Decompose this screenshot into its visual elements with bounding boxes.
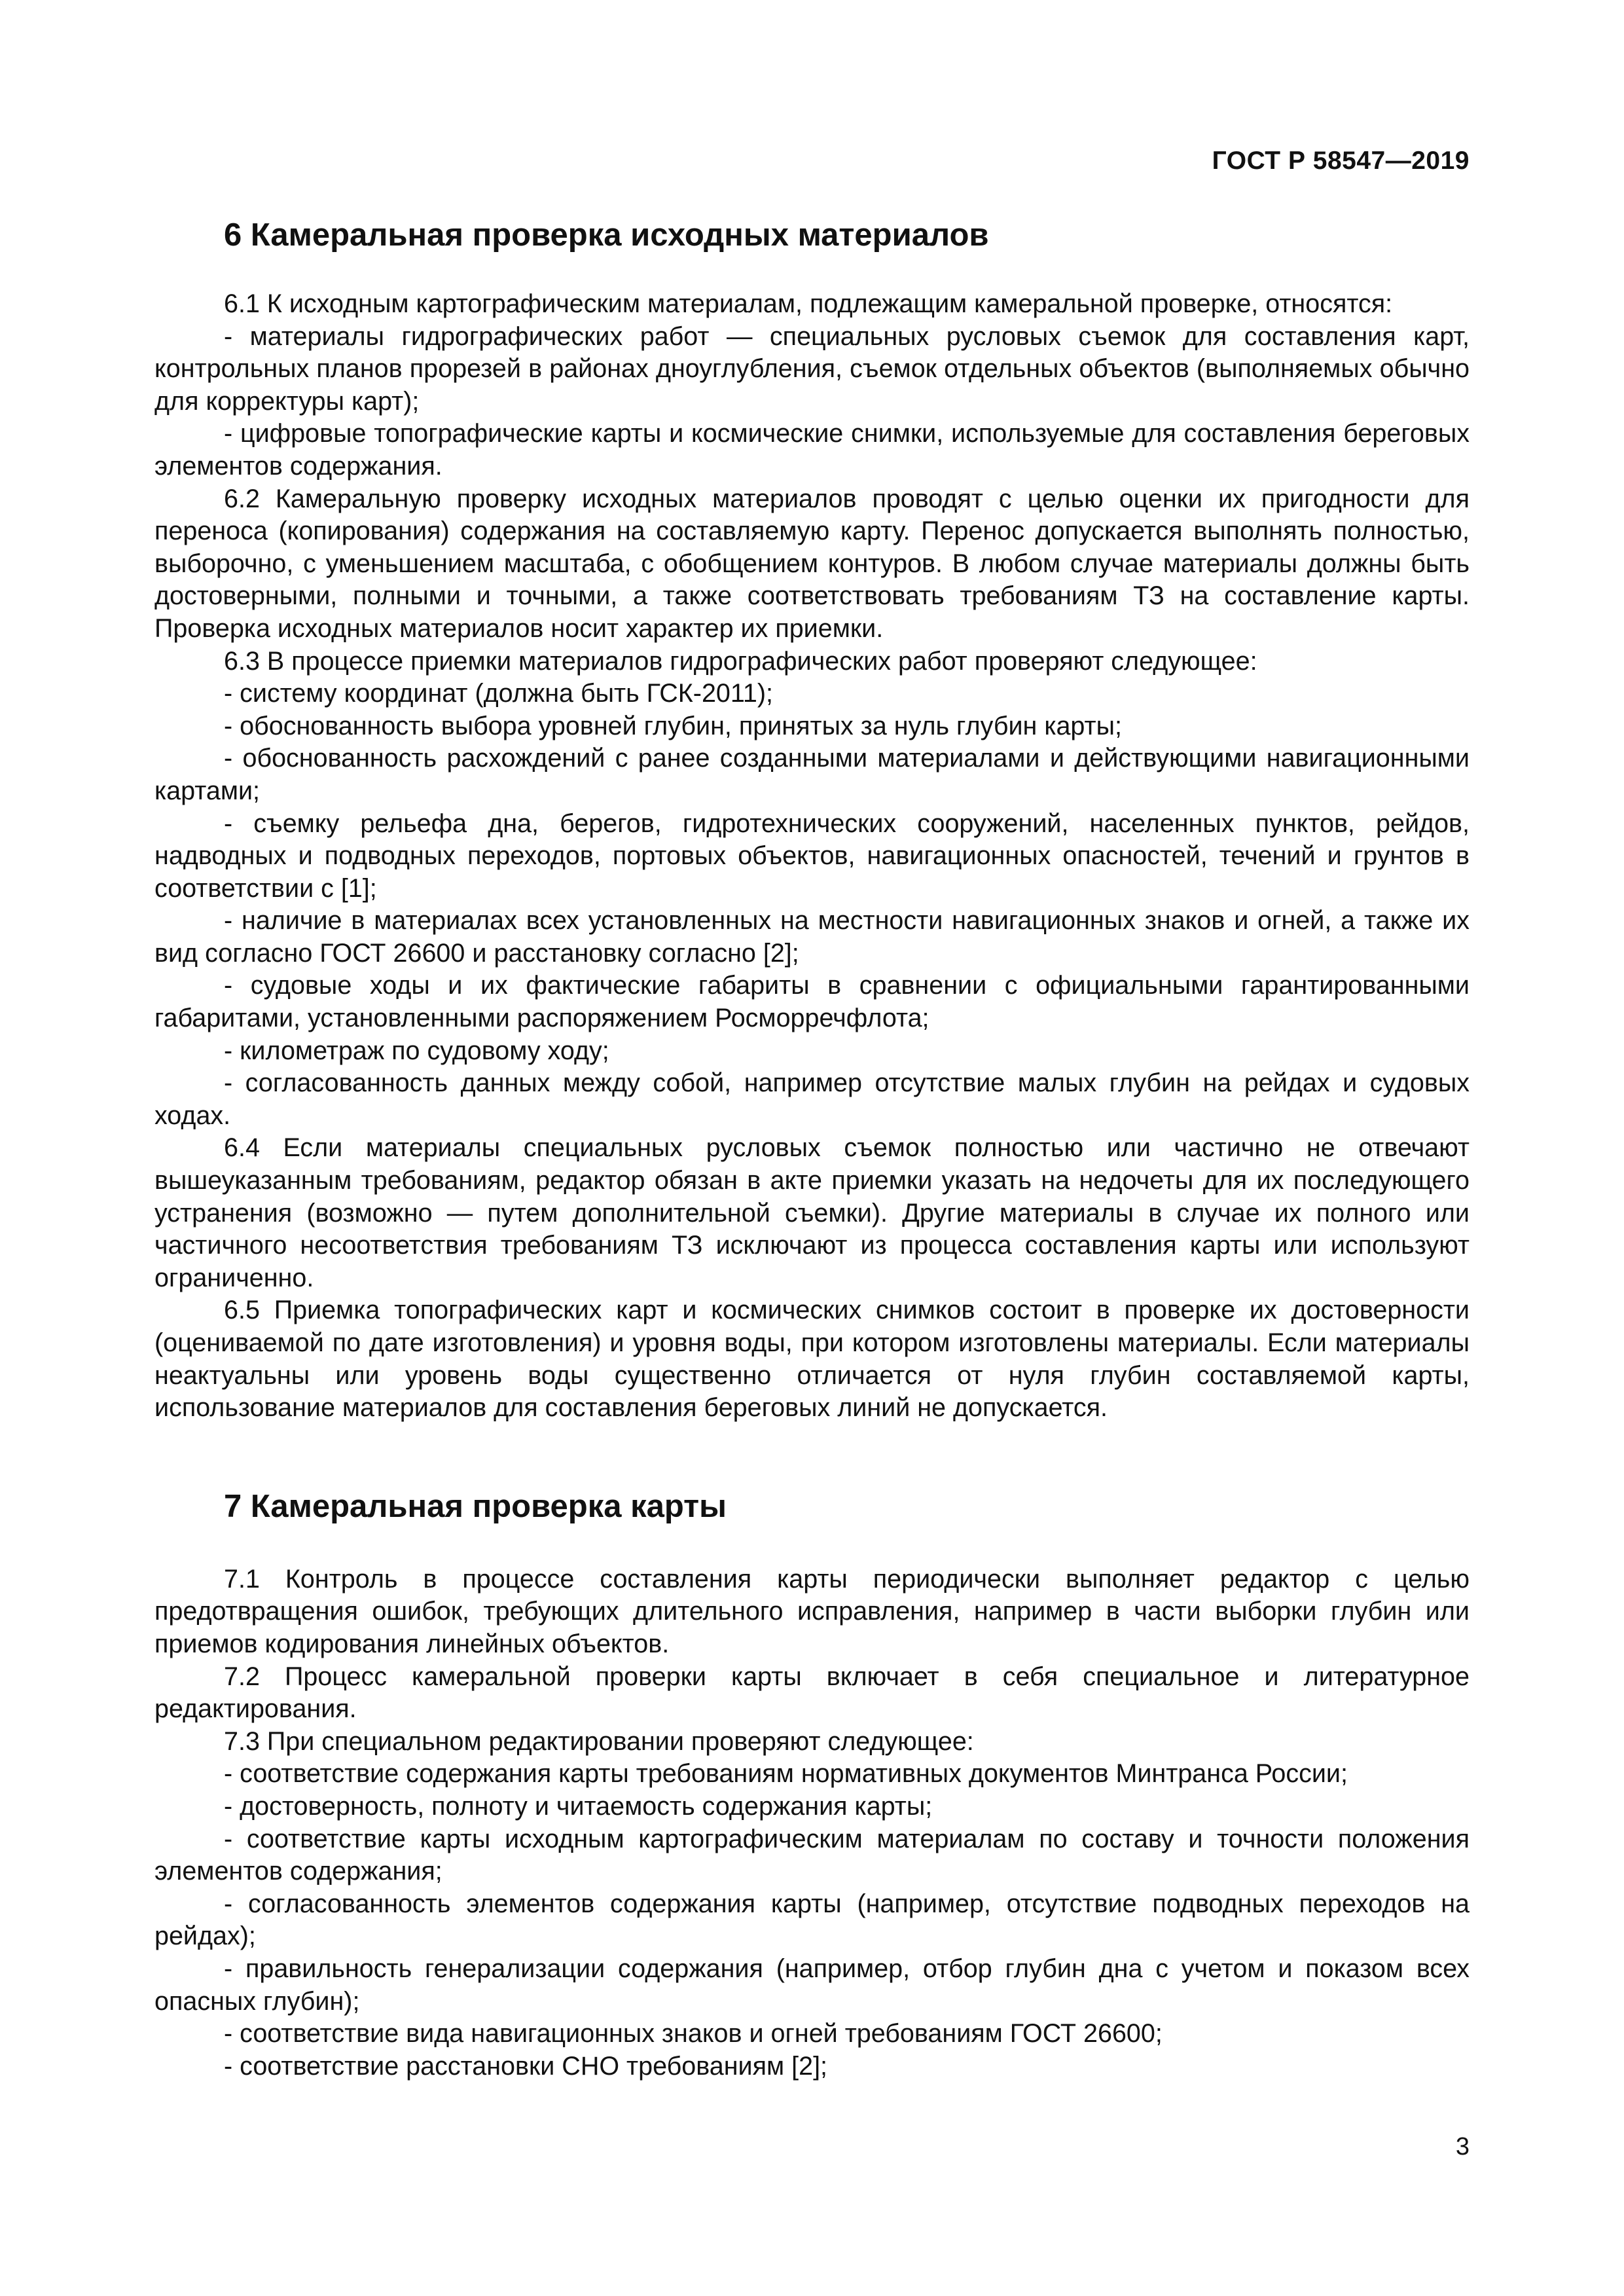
paragraph-7-3: 7.3 При специальном редактировании проверяют следующее:: [224, 1726, 974, 1756]
list-item: - соответствие карты исходным картографическим материалам по составу и точности положения элементов содержания;: [154, 1824, 1470, 1886]
list-item: - согласованность данных между собой, например отсутствие малых глубин на рейдах и судовых ходах.: [154, 1068, 1470, 1130]
list-item: - наличие в материалах всех установленных на местности навигационных знаков и огней, а также их вид согласно ГОСТ 26600 и расстановку согласно [2];: [154, 906, 1470, 968]
list-item: - соответствие расстановки СНО требованиям [2];: [224, 2051, 828, 2081]
section-7-title: 7 Камеральная проверка карты: [224, 1488, 727, 1524]
list-item: - обоснованность выбора уровней глубин, принятых за нуль глубин карты;: [224, 711, 1122, 740]
list-item: - систему координат (должна быть ГСК-2011);: [224, 679, 774, 708]
section-7-body: [154, 1563, 1470, 2083]
paragraph-6-1: 6.1 К исходным картографическим материалам, подлежащим камеральной проверке, относятся:: [224, 289, 1393, 318]
list-item: - съемку рельефа дна, берегов, гидротехнических сооружений, населенных пунктов, рейдов, надводных и подводных переходов, портовых объектов, навигационных опасностей, течений и грунтов в соответствии с [1];: [154, 809, 1470, 903]
paragraph-6-3: 6.3 В процессе приемки материалов гидрографических работ проверяют следующее:: [224, 646, 1257, 676]
paragraph-6-4: 6.4 Если материалы специальных русловых съемок полностью или частично не отвечают вышеуказанным требованиям, редактор обязан в акте приемки указать на недочеты для их последующего устранения (возможно — путем дополнительной съемки). Другие материалы в случае их полного или частичного несоответствия требованиям ТЗ исключают из процесса составления карты или используют ограниченно.: [154, 1133, 1470, 1292]
list-item: - правильность генерализации содержания (например, отбор глубин дна с учетом и показом всех опасных глубин);: [154, 1954, 1470, 2016]
paragraph-7-1: 7.1 Контроль в процессе составления карты периодически выполняет редактор с целью предотвращения ошибок, требующих длительного исправления, например в части выборки глубин или приемов кодирования линейных объектов.: [154, 1564, 1470, 1658]
paragraph-7-2: 7.2 Процесс камеральной проверки карты включает в себя специальное и литературное редактирования.: [154, 1662, 1470, 1724]
list-item: - материалы гидрографических работ — специальных русловых съемок для составления карт, контрольных планов прорезей в районах дноуглубления, съемок отдельных объектов (выполняемых обычно для корректуры карт);: [154, 321, 1470, 416]
list-item: - соответствие вида навигационных знаков и огней требованиям ГОСТ 26600;: [224, 2019, 1163, 2049]
list-item: - обоснованность расхождений с ранее созданными материалами и действующими навигационными картами;: [154, 744, 1470, 805]
list-item: - соответствие содержания карты требованиям нормативных документов Минтранса России;: [224, 1759, 1348, 1789]
list-item: - достоверность, полноту и читаемость содержания карты;: [224, 1791, 933, 1821]
section-6-title: 6 Камеральная проверка исходных материалов: [224, 217, 989, 253]
document-body: [154, 216, 1470, 2083]
list-item: - согласованность элементов содержания карты (например, отсутствие подводных переходов на рейдах);: [154, 1889, 1470, 1951]
section-6-body: [154, 288, 1470, 1425]
paragraph-6-5: 6.5 Приемка топографических карт и космических снимков состоит в проверке их достоверности (оцениваемой по дате изготовления) и уровня воды, при котором изготовлены материалы. Если материалы неактуальны или уровень воды существенно отличается от нуля глубин составляемой карты, использование материалов для составления береговых линий не допускается.: [154, 1296, 1470, 1423]
list-item: - цифровые топографические карты и космические снимки, используемые для составления береговых элементов содержания.: [154, 419, 1470, 481]
page-number: 3: [1455, 2133, 1470, 2160]
document-id-header: ГОСТ Р 58547—2019: [1212, 147, 1470, 175]
list-item: - судовые ходы и их фактические габариты в сравнении с официальными гарантированными габаритами, установленными распоряжением Росморречфлота;: [154, 971, 1470, 1033]
list-item: - километраж по судовому ходу;: [224, 1036, 609, 1065]
paragraph-6-2: 6.2 Камеральную проверку исходных материалов проводят с целью оценки их пригодности для переноса (копирования) содержания на составляемую карту. Перенос допускается выполнять полностью, выборочно, с уменьшением масштаба, с обобщением контуров. В любом случае материалы должны быть достоверными, полными и точными, а также соответствовать требованиям ТЗ на составление карты. Проверка исходных материалов носит характер их приемки.: [154, 484, 1470, 643]
